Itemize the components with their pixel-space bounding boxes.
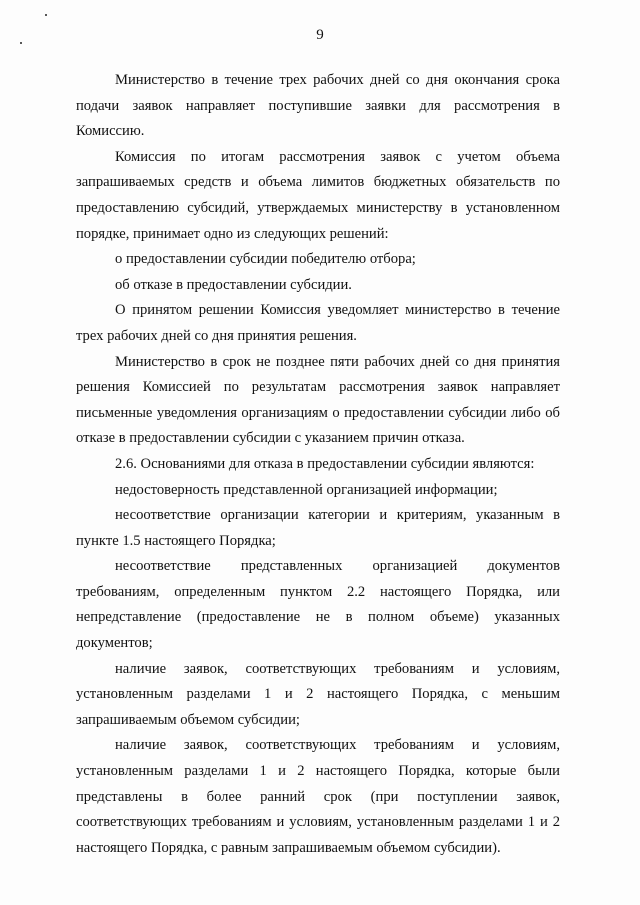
paragraph-commission-decision: Комиссия по итогам рассмотрения заявок с учетом объема запрашиваемых средств и объема лимитов бюджетных обязательств по предоставлению субсидий, утверждаемых министерству в установленном порядке, принимает одно из следующих решений: <box>76 148 560 242</box>
paragraph-ground-documents-mismatch: несоответствие представленных организацией документов требованиям, определенным пунктом 2.2 настоящего Порядка, или непредставление (предоставление не в полном объеме) указанных документов; <box>76 558 560 652</box>
paragraph-ground-smaller-amount: наличие заявок, соответствующих требованиям и условиям, установленным разделами 1 и 2 настоящего Порядка, с меньшим запрашиваемым объемом субсидии; <box>76 660 560 728</box>
paragraph-section-2-6-heading: 2.6. Основаниями для отказа в предоставлении субсидии являются: <box>115 455 535 472</box>
page-number: 9 <box>316 27 324 43</box>
paragraph-commission-notification: О принятом решении Комиссия уведомляет министерство в течение трех рабочих дней со дня принятия решения. <box>76 302 560 344</box>
document-body <box>76 68 560 861</box>
paragraph-ground-earlier-submission: наличие заявок, соответствующих требованиям и условиям, установленным разделами 1 и 2 настоящего Порядка, которые были представлены в более ранний срок (при поступлении заявок, соответствующих требованиям и условиям, установленным разделами 1 и 2 настоящего Порядка, с равным запрашиваемым объемом субсидии). <box>76 737 560 856</box>
paragraph-decision-grant: о предоставлении субсидии победителю отбора; <box>115 251 416 268</box>
paragraph-decision-refusal: об отказе в предоставлении субсидии. <box>115 276 352 293</box>
paragraph-ground-criteria-mismatch: несоответствие организации категории и критериям, указанным в пункте 1.5 настоящего Порядка; <box>76 507 560 549</box>
paragraph-ground-unreliable-info: недостоверность представленной организацией информации; <box>115 481 498 498</box>
scan-speck <box>45 14 47 16</box>
paragraph-applications-forwarding: Министерство в течение трех рабочих дней со дня окончания срока подачи заявок направляет поступившие заявки для рассмотрения в Комиссию. <box>76 72 560 140</box>
paragraph-ministry-notification: Министерство в срок не позднее пяти рабочих дней со дня принятия решения Комиссией по результатам рассмотрения заявок направляет письменные уведомления организациям о предоставлении субсидии либо об отказе в предоставлении субсидии с указанием причин отказа. <box>76 353 560 447</box>
